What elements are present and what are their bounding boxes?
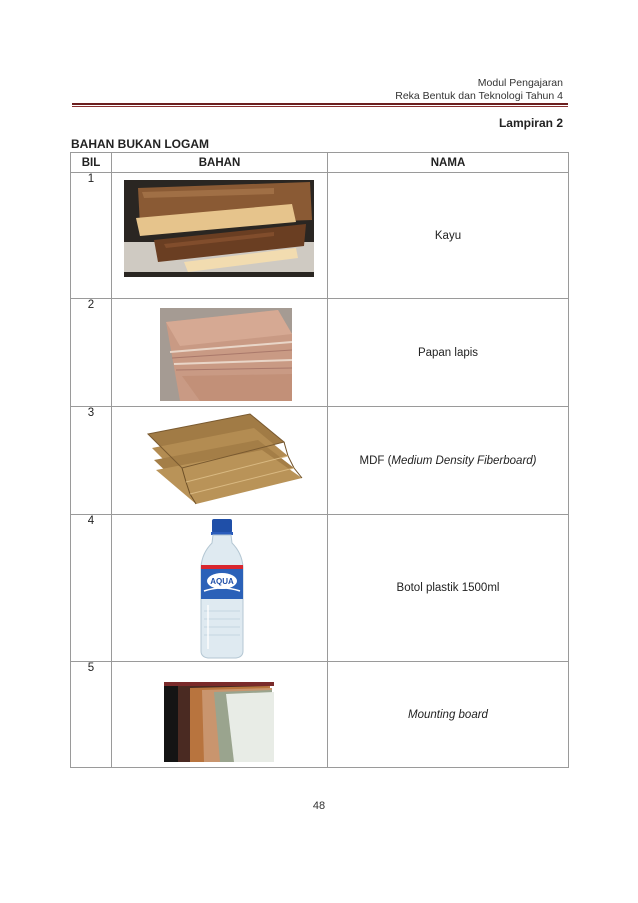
table-row <box>71 515 569 662</box>
mdf-boards-image <box>146 412 316 508</box>
mounting-board-image <box>164 682 274 762</box>
row-number: 3 <box>71 407 112 515</box>
header-rule <box>72 103 568 105</box>
material-image-cell <box>112 515 328 662</box>
material-image-cell <box>112 662 328 768</box>
material-name-italic: Medium Density Fiberboard) <box>391 454 537 467</box>
column-header-bil: BIL <box>71 153 112 173</box>
row-number: 1 <box>71 173 112 299</box>
material-name-prefix: MDF ( <box>359 454 392 467</box>
header-module-title: Modul Pengajaran <box>477 77 563 89</box>
row-number: 4 <box>71 515 112 662</box>
header-rule-thin <box>72 106 568 107</box>
materials-table <box>70 152 569 768</box>
material-name-text: Botol plastik 1500ml <box>396 582 500 594</box>
plywood-sheets-image <box>160 308 292 401</box>
material-name-italic: Mounting board <box>408 708 488 721</box>
column-header-nama: NAMA <box>328 153 569 173</box>
material-image-cell <box>112 299 328 407</box>
material-name <box>328 662 569 768</box>
page-number: 48 <box>312 800 326 812</box>
row-number: 2 <box>71 299 112 407</box>
appendix-label: Lampiran 2 <box>498 116 563 130</box>
header-subject-title: Reka Bentuk dan Teknologi Tahun 4 <box>395 90 563 102</box>
row-number: 5 <box>71 662 112 768</box>
material-name <box>328 173 569 299</box>
material-name <box>328 515 569 662</box>
table-row <box>71 299 569 407</box>
column-header-bahan: BAHAN <box>112 153 328 173</box>
bottle-label-text: AQUA <box>210 577 234 586</box>
material-image-cell <box>112 173 328 299</box>
material-name <box>328 407 569 515</box>
material-name-text: Kayu <box>434 229 462 242</box>
material-name-text: Papan lapis <box>417 346 479 359</box>
plastic-bottle-image <box>196 519 248 659</box>
material-name <box>328 299 569 407</box>
section-title: BAHAN BUKAN LOGAM <box>71 137 209 151</box>
table-row <box>71 407 569 515</box>
table-row <box>71 173 569 299</box>
table-row <box>71 662 569 768</box>
material-image-cell <box>112 407 328 515</box>
wood-planks-image <box>124 180 314 277</box>
table-header-row <box>71 153 569 173</box>
